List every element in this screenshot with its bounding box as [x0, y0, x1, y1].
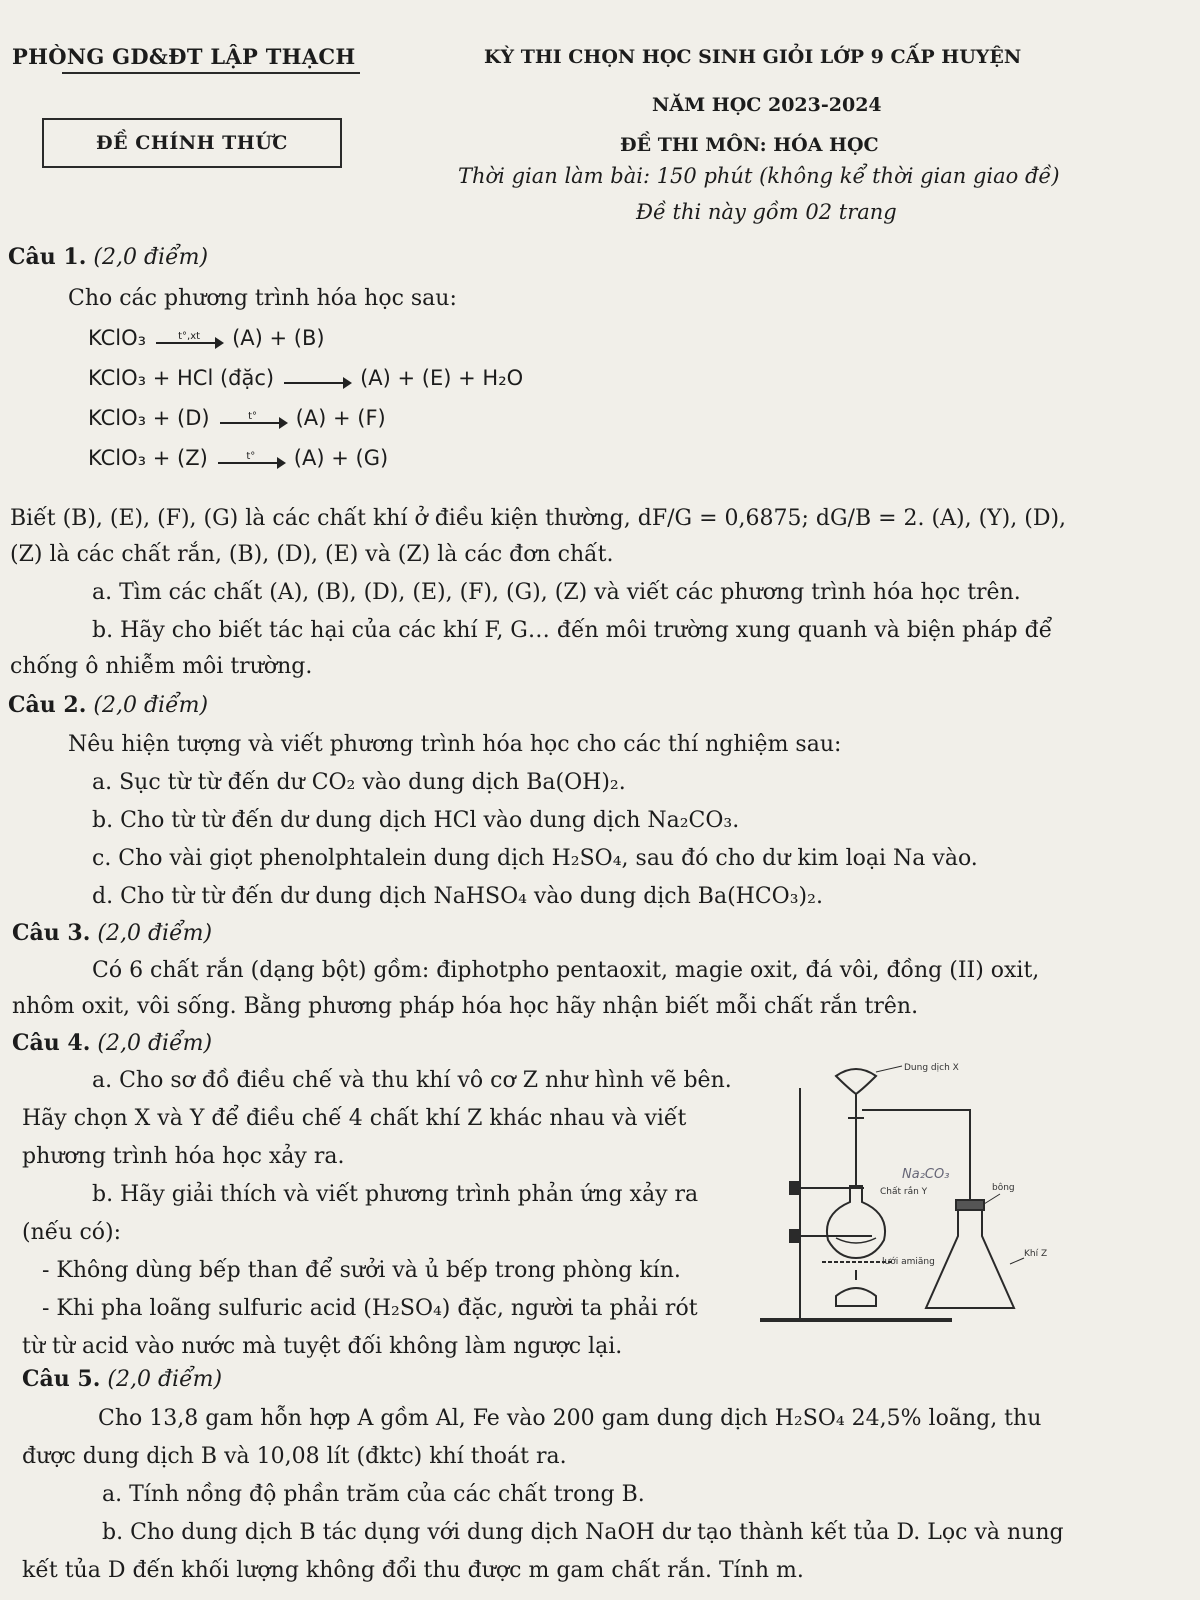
question-4-bullet-2: - Khi pha loãng sulfuric acid (H₂SO₄) đặc, người ta phải rót [42, 1296, 698, 1321]
question-5-part-a: a. Tính nồng độ phần trăm của các chất trong B. [102, 1482, 645, 1507]
question-4-b-2: (nếu có): [22, 1220, 122, 1245]
question-1-points: (2,0 điểm) [93, 245, 209, 270]
question-1-part-b-1: b. Hãy cho biết tác hại của các khí F, G… đến môi trường xung quanh và biện pháp để [92, 618, 1053, 643]
question-4-heading [12, 1030, 212, 1056]
round-bottom-flask [827, 1186, 885, 1258]
question-1-heading [8, 244, 208, 270]
question-1-intro: Cho các phương trình hóa học sau: [68, 286, 457, 311]
question-5-part-b-1: b. Cho dung dịch B tác dụng với dung dịch NaOH dư tạo thành kết tủa D. Lọc và nung [102, 1520, 1064, 1545]
equation-4-condition: t° [246, 451, 256, 462]
conical-flask [926, 1208, 1014, 1308]
equation-3-condition: t° [248, 411, 258, 422]
reaction-arrow [154, 332, 224, 344]
equation-2-right: (A) + (E) + H₂O [360, 366, 524, 390]
question-1-given-2: (Z) là các chất rắn, (B), (D), (E) và (Z) là các đơn chất. [10, 542, 614, 567]
question-4-points: (2,0 điểm) [97, 1031, 213, 1056]
question-2-item-d: d. Cho từ từ đến dư dung dịch NaHSO₄ vào dung dịch Ba(HCO₃)₂. [92, 884, 823, 909]
question-4-title: Câu 4. [12, 1030, 91, 1056]
question-3-title: Câu 3. [12, 920, 91, 946]
label-solid-y: Chất rắn Y [880, 1187, 928, 1197]
equation-3-left: KClO₃ + (D) [88, 406, 210, 430]
label-gas-z: Khí Z [1024, 1249, 1048, 1259]
question-2-points: (2,0 điểm) [93, 693, 209, 718]
question-4-b-1: b. Hãy giải thích và viết phương trình phản ứng xảy ra [92, 1182, 699, 1207]
handwritten-note: Na₂CO₃ [902, 1167, 950, 1182]
equation-1-right: (A) + (B) [232, 326, 325, 350]
spirit-lamp [836, 1288, 876, 1306]
equation-4-left: KClO₃ + (Z) [88, 446, 208, 470]
question-5-points: (2,0 điểm) [107, 1367, 223, 1392]
school-year: NĂM HỌC 2023-2024 [652, 94, 882, 116]
question-1-title: Câu 1. [8, 244, 87, 270]
question-3-heading [12, 920, 212, 946]
equation-4-right: (A) + (G) [293, 446, 389, 470]
equation-1-condition: t°,xt [178, 331, 201, 342]
equation-3 [88, 406, 386, 430]
solid-y-in-flask [836, 1238, 876, 1243]
question-1-given-1: Biết (B), (E), (F), (G) là các chất khí ở điều kiện thường, dF/G = 0,6875; dG/B = 2. (A), (Y), (D), [10, 506, 1067, 531]
equation-3-right: (A) + (F) [295, 406, 386, 430]
gas-apparatus-diagram [752, 1058, 1132, 1328]
question-4-a-2: Hãy chọn X và Y để điều chế 4 chất khí Z khác nhau và viết [22, 1106, 687, 1131]
question-5-part-b-2: kết tủa D đến khối lượng không đổi thu được m gam chất rắn. Tính m. [22, 1558, 804, 1583]
equation-1-left: KClO₃ [88, 326, 147, 350]
question-2-heading [8, 692, 208, 718]
question-5-line-2: được dung dịch B và 10,08 lít (đktc) khí thoát ra. [22, 1444, 567, 1469]
question-3-line-2: nhôm oxit, vôi sống. Bằng phương pháp hóa học hãy nhận biết mỗi chất rắn trên. [12, 994, 919, 1019]
question-3-line-1: Có 6 chất rắn (dạng bột) gồm: điphotpho pentaoxit, magie oxit, đá vôi, đồng (II) oxit, [92, 958, 1040, 983]
dropping-funnel [836, 1069, 876, 1094]
equation-2 [88, 366, 523, 390]
cotton-plug [956, 1200, 984, 1210]
equation-1 [88, 326, 325, 350]
exam-title: KỲ THI CHỌN HỌC SINH GIỎI LỚP 9 CẤP HUYỆN [484, 46, 1022, 68]
question-4-bullet-2-cont: từ từ acid vào nước mà tuyệt đối không làm ngược lại. [22, 1334, 623, 1359]
question-5-title: Câu 5. [22, 1366, 101, 1392]
question-2-title: Câu 2. [8, 692, 87, 718]
pages-note: Đề thi này gồm 02 trang [636, 200, 897, 224]
question-4-a-1: a. Cho sơ đồ điều chế và thu khí vô cơ Z như hình vẽ bên. [92, 1068, 732, 1093]
subject-line: ĐỀ THI MÔN: HÓA HỌC [620, 134, 879, 156]
reaction-arrow [282, 372, 352, 384]
question-2-intro: Nêu hiện tượng và viết phương trình hóa học cho các thí nghiệm sau: [68, 732, 842, 757]
time-note: Thời gian làm bài: 150 phút (không kể thời gian giao đề) [458, 164, 1060, 188]
label-mesh: lưới amiăng [882, 1257, 935, 1267]
question-5-line-1: Cho 13,8 gam hỗn hợp A gồm Al, Fe vào 200 gam dung dịch H₂SO₄ 24,5% loãng, thu [98, 1406, 1042, 1431]
question-4-bullet-1: - Không dùng bếp than để sưởi và ủ bếp trong phòng kín. [42, 1258, 681, 1283]
equation-2-left: KClO₃ + HCl (đặc) [88, 366, 275, 390]
department-name: PHÒNG GD&ĐT LẬP THẠCH [12, 44, 356, 69]
question-3-points: (2,0 điểm) [97, 921, 213, 946]
reaction-arrow [216, 452, 286, 464]
question-1-part-a: a. Tìm các chất (A), (B), (D), (E), (F), (G), (Z) và viết các phương trình hóa học trên. [92, 580, 1021, 605]
official-exam-label: ĐỀ CHÍNH THỨC [42, 118, 342, 168]
header-underline [62, 72, 360, 74]
question-4-a-3: phương trình hóa học xảy ra. [22, 1144, 345, 1169]
question-2-item-a: a. Sục từ từ đến dư CO₂ vào dung dịch Ba(OH)₂. [92, 770, 626, 795]
question-2-item-c: c. Cho vài giọt phenolphtalein dung dịch H₂SO₄, sau đó cho dư kim loại Na vào. [92, 846, 978, 871]
question-2-item-b: b. Cho từ từ đến dư dung dịch HCl vào dung dịch Na₂CO₃. [92, 808, 740, 833]
question-1-part-b-2: chống ô nhiễm môi trường. [10, 654, 313, 679]
reaction-arrow [218, 412, 288, 424]
label-solution-x: Dung dịch X [904, 1063, 959, 1073]
question-5-heading [22, 1366, 222, 1392]
equation-4 [88, 446, 388, 470]
label-cotton: bông [992, 1183, 1015, 1193]
